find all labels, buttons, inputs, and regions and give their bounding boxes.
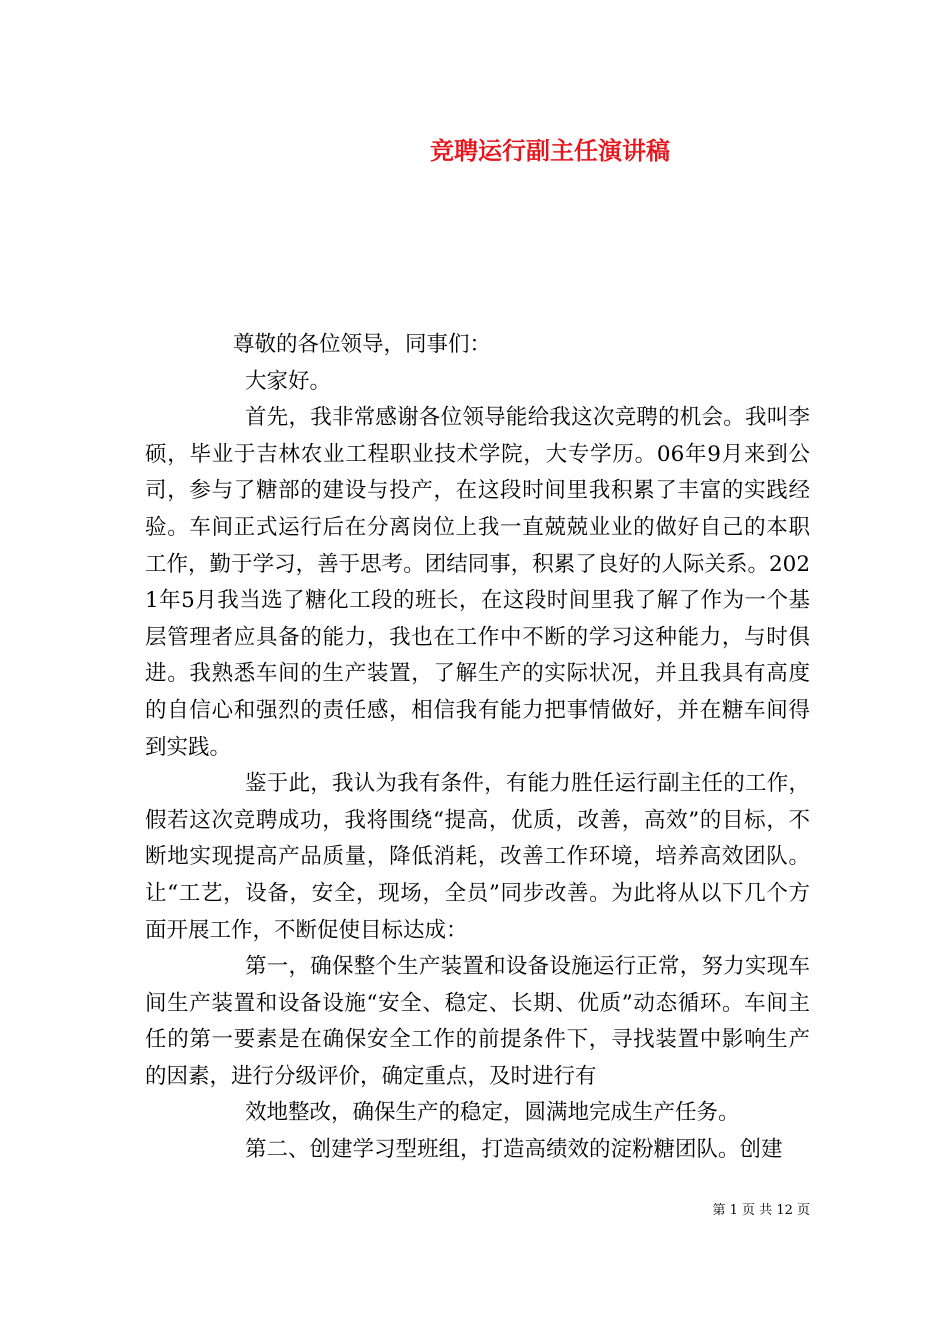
salutation-paragraph: 尊敬的各位领导，同事们： bbox=[233, 332, 492, 357]
first-point-continued-paragraph: 效地整改，确保生产的稳定，圆满地完成生产任务。 bbox=[245, 1100, 740, 1126]
document-body bbox=[145, 327, 810, 1169]
document-title: 竞聘运行副主任演讲稿 bbox=[430, 136, 670, 165]
second-point-paragraph: 第二、创建学习型班组，打造高绩效的淀粉糖团队。创建 bbox=[245, 1137, 783, 1163]
introduction-paragraph: 首先，我非常感谢各位领导能给我这次竞聘的机会。我叫李硕，毕业于吉林农业工程职业技术学院，大专学历。06年9月来到公司，参与了糖部的建设与投产，在这段时间里我积累了丰富的实践经验。车间正式运行后在分离岗位上我一直兢兢业业的做好自己的本职工作，勤于学习，善于思考。团结同事，积累了良好的人际关系。2021年5月我当选了糖化工段的班长，在这段时间里我了解了作为一个基层管理者应具备的能力，我也在工作中不断的学习这种能力，与时俱进。我熟悉车间的生产装置，了解生产的实际状况，并且我具有高度的自信心和强烈的责任感，相信我有能力把事情做好，并在糖车间得到实践。 bbox=[145, 405, 810, 760]
first-point-paragraph: 第一，确保整个生产装置和设备设施运行正常，努力实现车间生产装置和设备设施“安全、稳定、长期、优质”动态循环。车间主任的第一要素是在确保安全工作的前提条件下，寻找装置中影响生产的因素，进行分级评价，确定重点，及时进行有 bbox=[145, 954, 810, 1089]
goals-paragraph: 鉴于此，我认为我有条件，有能力胜任运行副主任的工作，假若这次竞聘成功，我将围绕“提高，优质，改善，高效”的目标，不断地实现提高产品质量，降低消耗，改善工作环境，培养高效团队。让“工艺，设备，安全，现场，全员”同步改善。为此将从以下几个方面开展工作，不断促使目标达成： bbox=[145, 771, 810, 943]
greeting-paragraph: 大家好。 bbox=[245, 368, 332, 394]
page-number-footer: 第 1 页 共 12 页 bbox=[712, 1203, 810, 1218]
